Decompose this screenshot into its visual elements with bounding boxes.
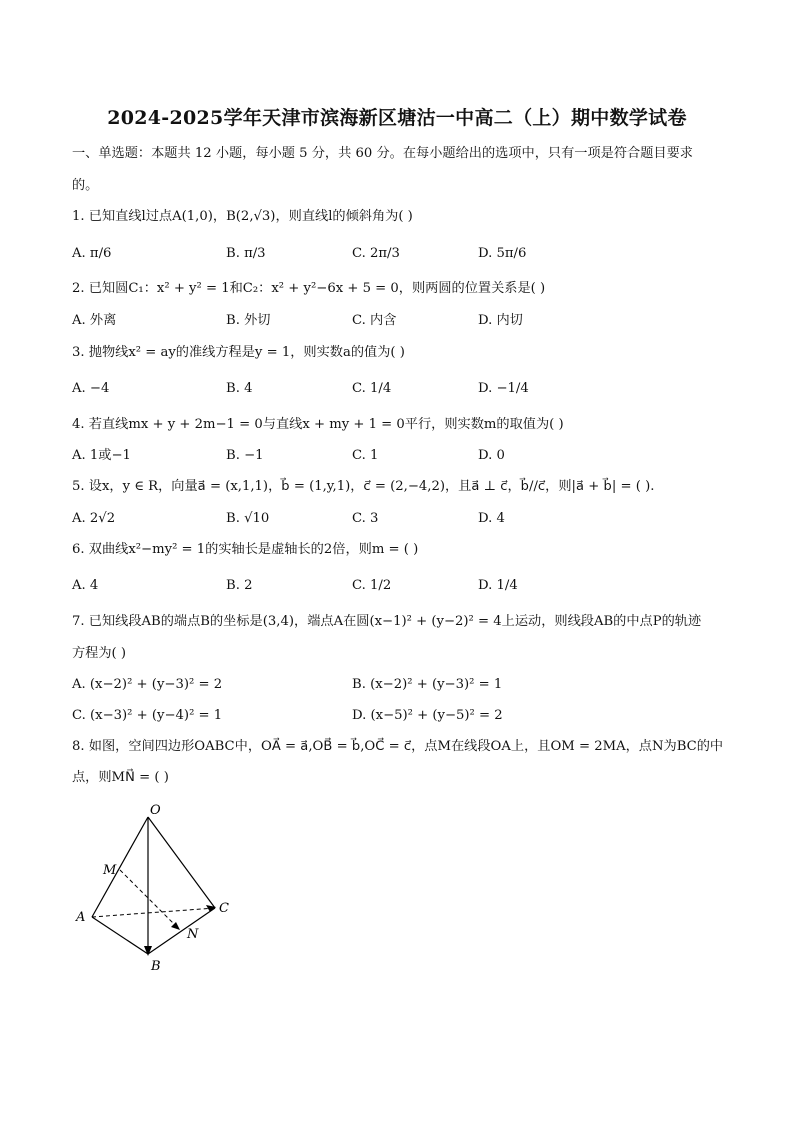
page-title: 2024-2025学年天津市滨海新区塘沽一中高二（上）期中数学试卷 (107, 107, 687, 129)
question-8: 8. 如图，空间四边形OABC中，OA⃗ = a⃗,OB⃗ = b⃗,OC⃗ = c⃗，点M在线段OA上，且OM = 2MA，点N为BC的中 (72, 739, 724, 754)
q4-option-b: B. −1 (226, 448, 264, 463)
q3-option-d: D. −1/4 (478, 381, 529, 396)
arrow-b (144, 946, 152, 956)
label-o: O (150, 803, 161, 818)
question-7: 7. 已知线段AB的端点B的坐标是(3,4)，端点A在圆(x−1)² + (y−2)² = 4上运动，则线段AB的中点P的轨迹 (72, 614, 702, 629)
label-m: M (103, 863, 117, 878)
q6-option-d: D. 1/4 (478, 578, 518, 593)
q4-option-a: A. 1或−1 (72, 448, 131, 463)
q7-option-d: D. (x−5)² + (y−5)² = 2 (352, 708, 503, 723)
segment-mn-dashed (120, 870, 178, 928)
question-6: 6. 双曲线x²−my² = 1的实轴长是虚轴长的2倍，则m = ( ) (72, 542, 419, 557)
q3-option-b: B. 4 (226, 381, 253, 396)
q6-option-a: A. 4 (72, 578, 99, 593)
edge-ac-dashed (92, 908, 215, 917)
section-header-line1: 一、单选题：本题共 12 小题，每小题 5 分，共 60 分。在每小题给出的选项中，只有一项是符合题目要求 (72, 146, 693, 161)
q5-option-b: B. √10 (226, 511, 270, 526)
q5-option-a: A. 2√2 (72, 511, 116, 526)
tetrahedron-figure (70, 800, 240, 980)
q3-option-c: C. 1/4 (352, 381, 392, 396)
q2-option-c: C. 内含 (352, 313, 397, 328)
q5-option-d: D. 4 (478, 511, 505, 526)
question-2: 2. 已知圆C₁：x² + y² = 1和C₂：x² + y²−6x + 5 = 0，则两圆的位置关系是( ) (72, 281, 546, 296)
question-8-cont: 点，则MN⃗ = ( ) (72, 770, 169, 785)
q1-option-a: A. π/6 (72, 246, 112, 261)
q7-option-c: C. (x−3)² + (y−4)² = 1 (72, 708, 223, 723)
question-7-cont: 方程为( ) (72, 646, 127, 661)
q5-option-c: C. 3 (352, 511, 379, 526)
q2-option-a: A. 外离 (72, 313, 117, 328)
q6-option-b: B. 2 (226, 578, 253, 593)
q2-option-d: D. 内切 (478, 313, 523, 328)
q4-option-d: D. 0 (478, 448, 505, 463)
question-5: 5. 设x，y ∈ R，向量a⃗ = (x,1,1)，b⃗ = (1,y,1)，c⃗ = (2,−4,2)，且a⃗ ⊥ c⃗，b⃗//c⃗，则|a⃗ + b⃗| = ( ). (72, 479, 655, 494)
question-1: 1. 已知直线l过点A(1,0)，B(2,√3)，则直线l的倾斜角为( ) (72, 209, 413, 224)
label-a: A (76, 910, 86, 925)
arrow-n (171, 922, 180, 930)
question-4: 4. 若直线mx + y + 2m−1 = 0与直线x + my + 1 = 0平行，则实数m的取值为( ) (72, 417, 564, 432)
q1-option-d: D. 5π/6 (478, 246, 527, 261)
q1-option-b: B. π/3 (226, 246, 266, 261)
q4-option-c: C. 1 (352, 448, 379, 463)
edge-bc (148, 908, 215, 954)
q1-option-c: C. 2π/3 (352, 246, 400, 261)
edge-oc (148, 817, 215, 908)
edge-oa (92, 817, 148, 917)
question-3: 3. 抛物线x² = ay的准线方程是y = 1，则实数a的值为( ) (72, 345, 405, 360)
q7-option-b: B. (x−2)² + (y−3)² = 1 (352, 677, 503, 692)
q6-option-c: C. 1/2 (352, 578, 392, 593)
label-b: B (151, 959, 161, 974)
q3-option-a: A. −4 (72, 381, 110, 396)
q7-option-a: A. (x−2)² + (y−3)² = 2 (72, 677, 223, 692)
edge-ab (92, 917, 148, 954)
label-c: C (219, 901, 229, 916)
label-n: N (187, 927, 199, 942)
section-header-line2: 的。 (72, 178, 99, 193)
q2-option-b: B. 外切 (226, 313, 271, 328)
